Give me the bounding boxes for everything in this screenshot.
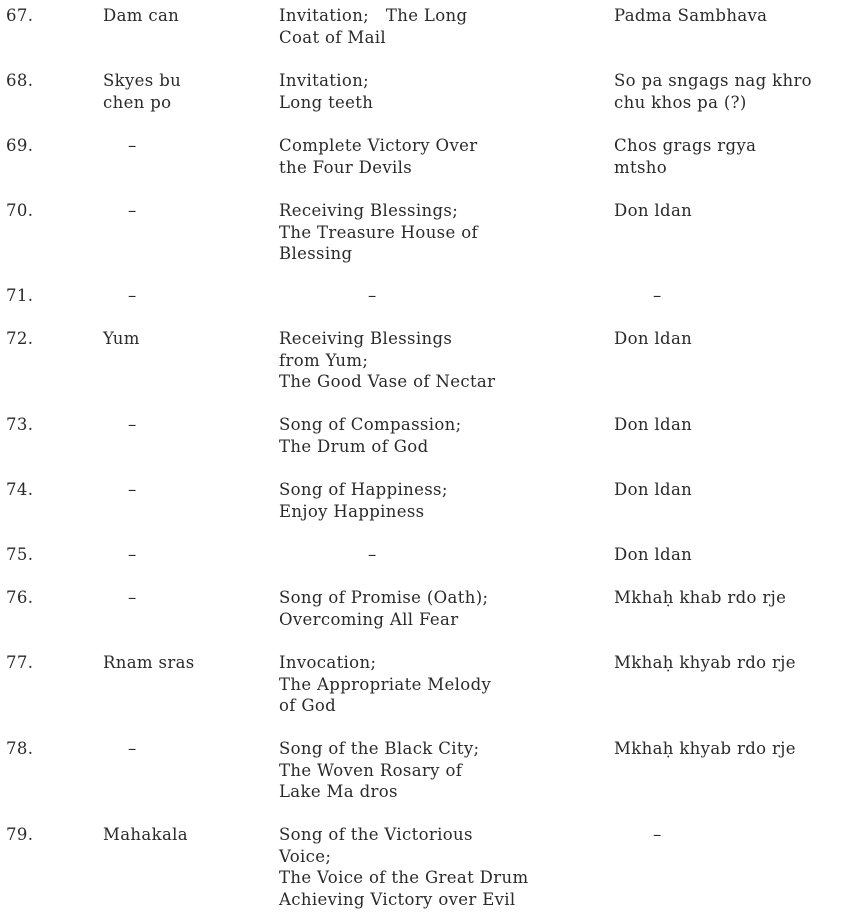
deity-name: – (128, 136, 137, 155)
song-title: Receiving Blessings; The Treasure House of Blessing (279, 201, 478, 263)
author-name: Mkhaḥ khyab rdo rje (614, 739, 796, 758)
song-title: Song of the Black City; The Woven Rosary of Lake Ma dros (279, 739, 480, 801)
song-title: Invitation; The Long Coat of Mail (279, 6, 468, 47)
author-name: Mkhaḥ khyab rdo rje (614, 653, 796, 672)
deity-name: – (128, 588, 137, 607)
entry-number: 69. (6, 136, 34, 155)
author-name: Don ldan (614, 480, 693, 499)
author-name: – (653, 825, 662, 844)
entry-number: 74. (6, 480, 34, 499)
entry-number: 67. (6, 6, 34, 25)
song-title: – (368, 286, 377, 305)
deity-name: – (128, 480, 137, 499)
entry-number: 73. (6, 415, 34, 434)
song-title: Song of the Victorious Voice; The Voice of the Great Drum Achieving Victory over Evil (279, 825, 529, 909)
song-title: Song of Compassion; The Drum of God (279, 415, 462, 456)
song-title: Receiving Blessings from Yum; The Good Vase of Nectar (279, 329, 496, 391)
song-title: Complete Victory Over the Four Devils (279, 136, 478, 177)
entry-number: 70. (6, 201, 34, 220)
deity-name: Rnam sras (103, 653, 195, 672)
entry-number: 79. (6, 825, 34, 844)
song-title: Invocation; The Appropriate Melody of God (279, 653, 492, 715)
song-title: Song of Promise (Oath); Overcoming All Fear (279, 588, 489, 629)
author-name: Padma Sambhava (614, 6, 768, 25)
deity-name: – (128, 201, 137, 220)
entry-number: 68. (6, 71, 34, 90)
deity-name: Yum (103, 329, 140, 348)
author-name: So pa sngags nag khro chu khos pa (?) (614, 71, 812, 112)
song-title: Invitation; Long teeth (279, 71, 374, 112)
author-name: – (653, 286, 662, 305)
author-name: Chos grags rgya mtsho (614, 136, 757, 177)
entry-number: 75. (6, 545, 34, 564)
deity-name: – (128, 415, 137, 434)
author-name: Mkhaḥ khab rdo rje (614, 588, 787, 607)
entry-number: 72. (6, 329, 34, 348)
deity-name: – (128, 286, 137, 305)
author-name: Don ldan (614, 201, 693, 220)
author-name: Don ldan (614, 329, 693, 348)
song-title: Song of Happiness; Enjoy Happiness (279, 480, 448, 521)
song-title: – (368, 545, 377, 564)
entry-number: 77. (6, 653, 34, 672)
deity-name: Dam can (103, 6, 180, 25)
deity-name: Skyes bu chen po (103, 71, 182, 112)
author-name: Don ldan (614, 545, 693, 564)
deity-name: – (128, 739, 137, 758)
entry-number: 78. (6, 739, 34, 758)
deity-name: – (128, 545, 137, 564)
entry-number: 76. (6, 588, 34, 607)
entry-number: 71. (6, 286, 34, 305)
deity-name: Mahakala (103, 825, 188, 844)
author-name: Don ldan (614, 415, 693, 434)
